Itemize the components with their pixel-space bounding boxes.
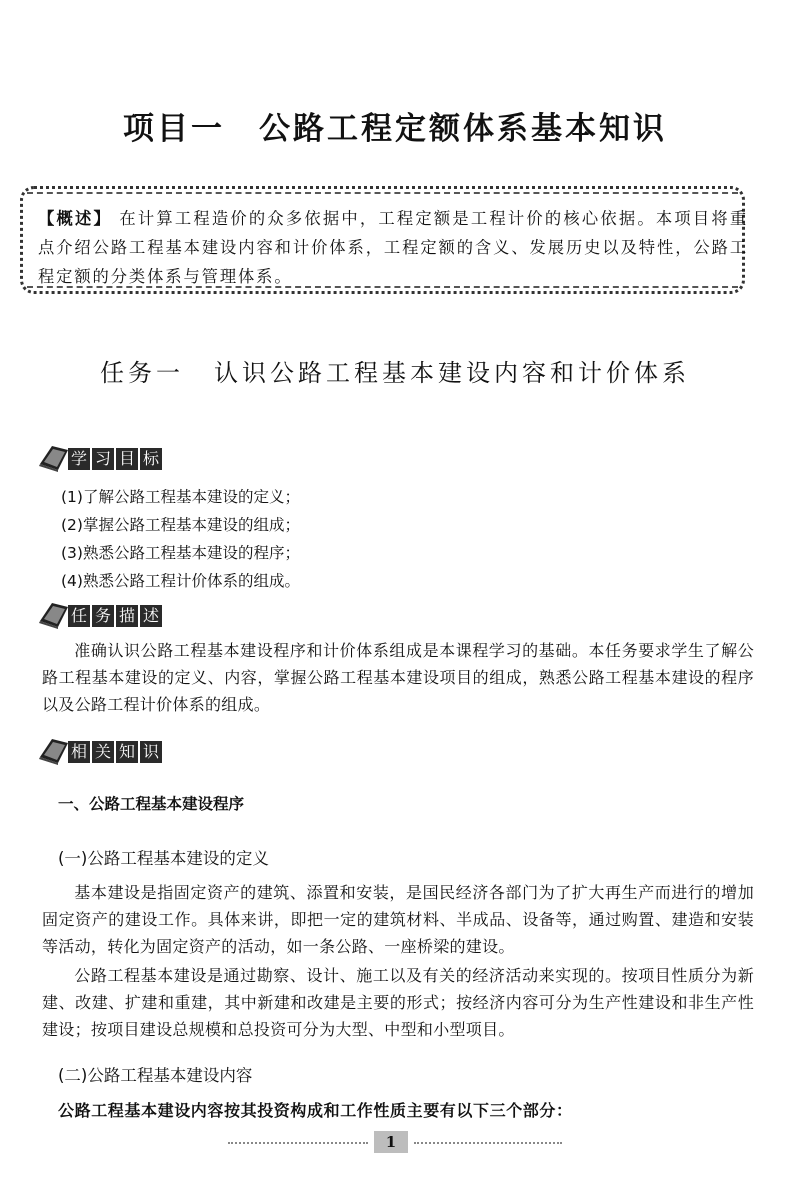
heading-1-1: (一)公路工程基本建设的定义 — [58, 849, 269, 868]
heading-1: 一、公路工程基本建设程序 — [58, 795, 245, 813]
project-name: 公路工程定额体系基本知识 — [259, 111, 667, 147]
task-name: 认识公路工程基本建设内容和计价体系 — [214, 359, 690, 387]
footer-rule-right — [414, 1142, 562, 1144]
project-title — [0, 103, 790, 148]
overview-text — [38, 204, 748, 291]
section-knowledge-title: 相 关 知 识 — [68, 741, 162, 763]
paragraph-3: 公路工程基本建设内容按其投资构成和工作性质主要有以下三个部分： — [58, 1101, 573, 1120]
goals-list — [61, 483, 300, 595]
footer-rule-left — [228, 1142, 368, 1144]
heading-1-2: (二)公路工程基本建设内容 — [58, 1066, 253, 1085]
paragraph-1: 基本建设是指固定资产的建筑、添置和安装，是国民经济各部门为了扩大再生产而进行的增加固定资产的建设工作。具体来讲，即把一定的建筑材料、半成品、设备等，通过购置、建造和安装等活动，转化为固定资产的活动，如一条公路、一座桥梁的建设。 — [42, 883, 754, 956]
task-label: 任务一 — [100, 359, 184, 387]
book-icon — [38, 440, 72, 472]
overview-tag: 【概述】 — [38, 209, 112, 228]
list-item: (2)掌握公路工程基本建设的组成； — [61, 516, 300, 534]
section-describe-title: 任 务 描 述 — [68, 605, 162, 627]
paragraph-2: 公路工程基本建设是通过勘察、设计、施工以及有关的经济活动来实现的。按项目性质分为新建、改建、扩建和重建，其中新建和改建是主要的形式；按经济内容可分为生产性建设和非生产性建设；按项目建设总规模和总投资可分为大型、中型和小型项目。 — [42, 966, 754, 1039]
task-description: 准确认识公路工程基本建设程序和计价体系组成是本课程学习的基础。本任务要求学生了解公路工程基本建设的定义、内容，掌握公路工程基本建设项目的组成，熟悉公路工程基本建设的程序以及公路工程计价体系的组成。 — [42, 641, 754, 714]
list-item: (3)熟悉公路工程基本建设的程序； — [61, 544, 300, 562]
overview-body: 在计算工程造价的众多依据中，工程定额是工程计价的核心依据。本项目将重点介绍公路工程基本建设内容和计价体系，工程定额的含义、发展历史以及特性，公路工程定额的分类体系与管理体系。 — [38, 209, 749, 286]
task-title — [0, 353, 790, 388]
book-icon — [38, 733, 72, 765]
list-item: (4)熟悉公路工程计价体系的组成。 — [61, 572, 300, 590]
book-icon — [38, 597, 72, 629]
section-goals-title: 学 习 目 标 — [68, 448, 162, 470]
project-label: 项目一 — [123, 111, 225, 147]
page-number: 1 — [374, 1131, 408, 1153]
list-item: (1)了解公路工程基本建设的定义； — [61, 488, 300, 506]
